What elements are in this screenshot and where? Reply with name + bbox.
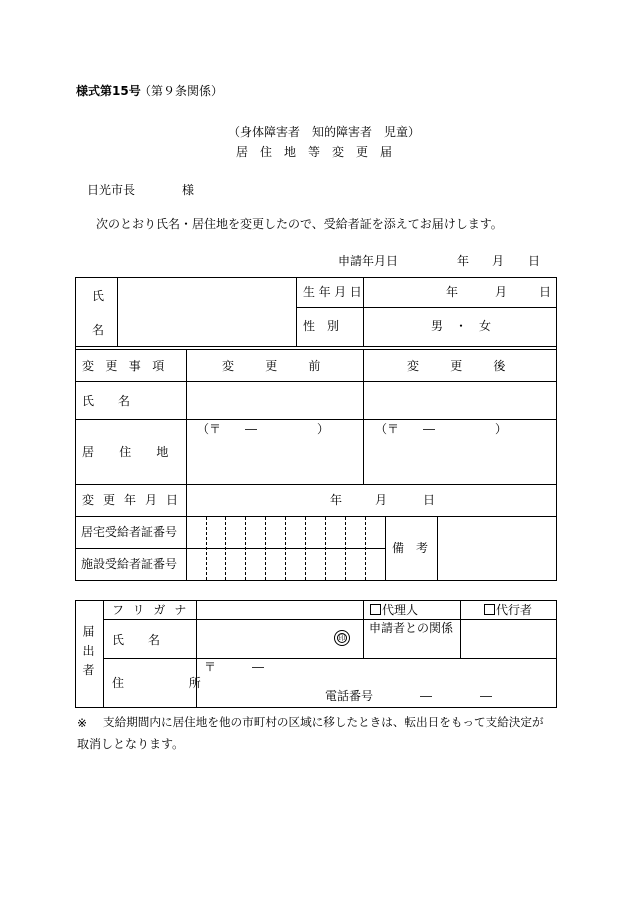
notifier-name-label: 氏 名 (112, 633, 161, 647)
intro-text: 次のとおり氏名・居住地を変更したので、受給者証を添えてお届けします。 (96, 217, 503, 231)
notifier-section-label: 届出者 (81, 625, 95, 683)
change-date-month: 月 (375, 493, 388, 507)
footnote-mark: ※ (77, 716, 88, 730)
phone-format[interactable]: ― ― (420, 689, 493, 703)
birth-month: 月 (495, 285, 508, 299)
sex-label: 性 別 (303, 319, 340, 333)
seal-mark-icon: 印 (334, 630, 350, 646)
before-header: 変更前 (222, 359, 352, 373)
proxy-option[interactable]: 代行者 (484, 604, 532, 616)
form-reference: （第９条関係） (139, 84, 224, 98)
applicant-name-label-1: 氏 (92, 289, 105, 303)
form-category: （身体障害者 知的障害者 児童） (228, 125, 421, 139)
change-item-header: 変更事項 (82, 359, 176, 373)
birth-year: 年 (446, 285, 459, 299)
application-day: 日 (528, 254, 541, 268)
change-date-day: 日 (423, 493, 436, 507)
footnote-line-1: 支給期間内に居住地を他の市町村の区域に移したときは、転出日をもって支給決定が (103, 715, 544, 729)
application-date-label: 申請年月日 (338, 254, 399, 268)
form-number: 様式第15号 (76, 84, 141, 98)
footnote-line-2: 取消しとなります。 (77, 737, 185, 751)
home-cert-label: 居宅受給者証番号 (81, 525, 178, 539)
name-row-label: 氏 名 (82, 394, 131, 408)
sex-options[interactable]: 男 ・ 女 (431, 319, 492, 333)
remarks-label: 備 考 (392, 541, 429, 555)
postal-after[interactable]: （〒 ― ） (375, 422, 508, 436)
facility-cert-label: 施設受給者証番号 (81, 557, 178, 571)
addressee-mayor: 日光市長 (87, 183, 136, 197)
address-label: 住 所 (112, 676, 228, 690)
residence-row-label: 居住地 (82, 445, 194, 459)
applicant-name-label-2: 名 (92, 323, 105, 337)
agent-option[interactable]: 代理人 (370, 604, 418, 616)
after-header: 変更後 (407, 359, 537, 373)
proxy-checkbox[interactable] (484, 604, 495, 615)
relation-label: 申請者との関係 (369, 621, 454, 635)
page-title: 居住地等変更届 (236, 145, 405, 159)
furigana-label: フリガナ (112, 603, 196, 617)
notifier-postal[interactable]: 〒 ― (204, 660, 265, 674)
change-date-year: 年 (330, 493, 343, 507)
postal-before[interactable]: （〒 ― ） (197, 422, 330, 436)
birth-date-label: 生年月日 (303, 285, 366, 299)
application-year: 年 (457, 254, 470, 268)
application-month: 月 (492, 254, 505, 268)
phone-label: 電話番号 (325, 689, 374, 703)
change-date-label: 変更年月日 (82, 493, 188, 507)
agent-checkbox[interactable] (370, 604, 381, 615)
applicant-name-field[interactable] (118, 278, 296, 347)
birth-day: 日 (539, 285, 552, 299)
addressee-honorific: 様 (182, 183, 195, 197)
